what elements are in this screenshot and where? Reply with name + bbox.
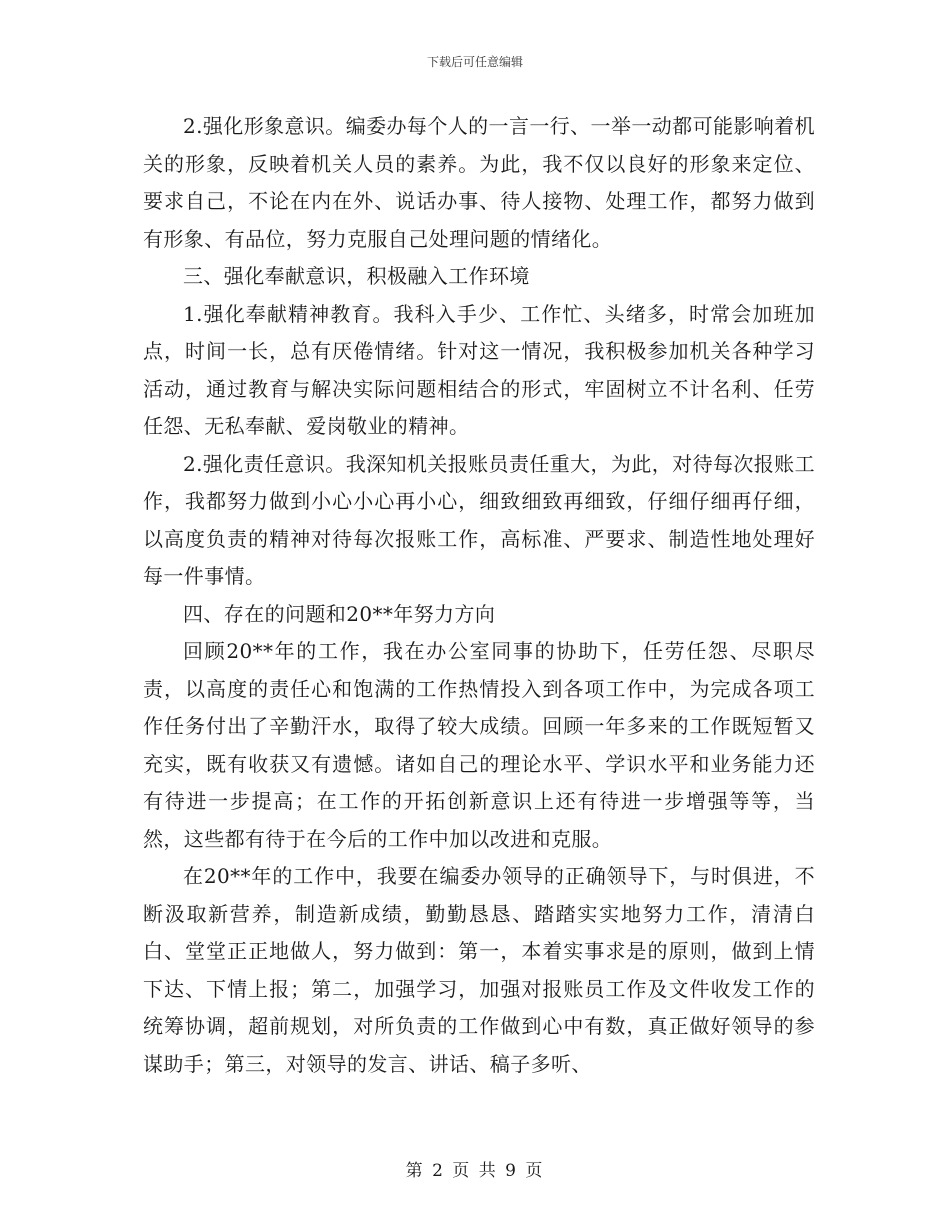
- paragraph-dedication-education: 1.强化奉献精神教育。我科入手少、工作忙、头绪多，时常会加班加点，时间一长，总有厌倦情绪。针对这一情况，我积极参加机关各种学习活动，通过教育与解决实际问题相结合的形式，牢固树立不计名利、任劳任怨、无私奉献、爱岗敬业的精神。: [143, 301, 815, 438]
- section-heading-dedication: 三、强化奉献意识，积极融入工作环境: [183, 264, 530, 288]
- section-heading-problems: 四、存在的问题和20**年努力方向: [183, 601, 496, 626]
- paragraph-image-awareness: 2.强化形象意识。编委办每个人的一言一行、一举一动都可能影响着机关的形象，反映着机关人员的素养。为此，我不仅以良好的形象来定位、要求自己，不论在内在外、说话办事、待人接物、处理工作，都努力做到有形象、有品位，努力克服自己处理问题的情绪化。: [143, 114, 815, 251]
- page-header: 下载后可任意编辑: [426, 55, 523, 69]
- page-number: 第 2 页 共 9 页: [405, 1161, 545, 1181]
- document-body: [143, 108, 815, 1083]
- paragraph-review: 回顾20**年的工作，我在办公室同事的协助下，任劳任怨、尽职尽责，以高度的责任心和饱满的工作热情投入到各项工作中，为完成各项工作任务付出了辛勤汗水，取得了较大成绩。回顾一年多来的工作既短暂又充实，既有收获又有遗憾。诸如自己的理论水平、学识水平和业务能力还有待进一步提高；在工作的开拓创新意识上还有待进一步增强等等，当然，这些都有待于在今后的工作中加以改进和克服。: [143, 639, 815, 851]
- paragraph-plan: 在20**年的工作中，我要在编委办领导的正确领导下，与时俱进，不断汲取新营养，制造新成绩，勤勤恳恳、踏踏实实地努力工作，清清白白、堂堂正正地做人，努力做到：第一，本着实事求是的原则，做到上情下达、下情上报；第二，加强学习，加强对报账员工作及文件收发工作的统筹协调，超前规划，对所负责的工作做到心中有数，真正做好领导的参谋助手；第三，对领导的发言、讲话、稿子多听、: [143, 864, 815, 1076]
- paragraph-responsibility: 2.强化责任意识。我深知机关报账员责任重大，为此，对待每次报账工作，我都努力做到小心小心再小心，细致细致再细致，仔细仔细再仔细，以高度负责的精神对待每次报账工作，高标准、严要求、制造性地处理好每一件事情。: [143, 451, 815, 588]
